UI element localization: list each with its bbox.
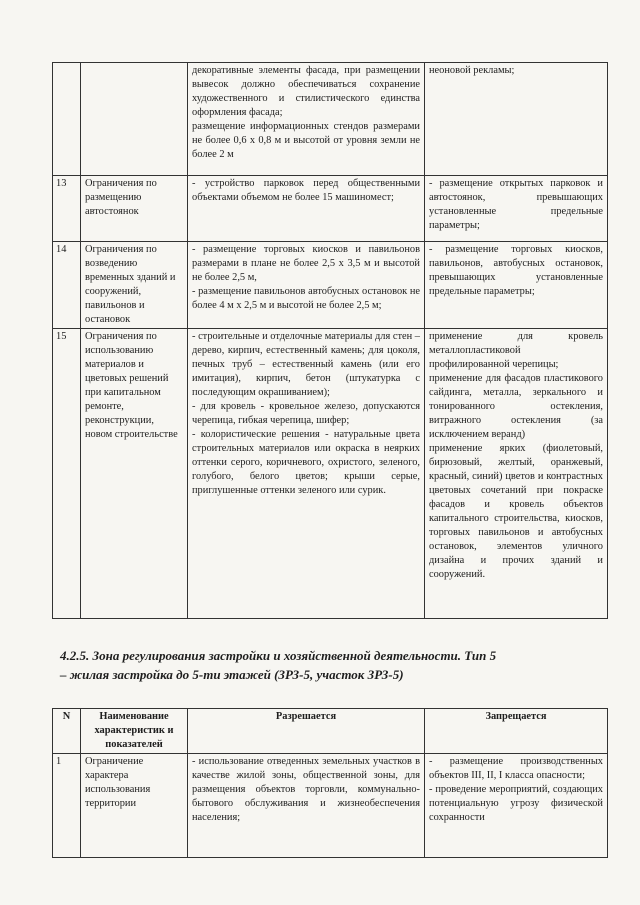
table-row [53, 176, 608, 242]
zone-regulations-table [52, 708, 608, 858]
forbidden-cell: - размещение производственных объектов III, II, I класса опасности; - проведение мероприятий, создающих потенциальную угрозу физической сохранности [425, 754, 608, 858]
allowed-cell: - строительные и отделочные материалы для стен – дерево, кирпич, естественный камень; для цоколя, печных труб – естественный камень (или его имитация), кирпич, бетон (штукатурка с последующим окрашиванием); - для кровель - кровельное железо, допускаются черепица, гибкая черепица, шифер; - колористические решения - натуральные цвета строительных материалов или окраска в неярких оттенки серого, коричневого, охристого, зеленого, голубого, белого цветов; крыши серые, приглушенные оттенки зеленого или сурик. [188, 329, 425, 619]
header-num: N [53, 709, 81, 754]
row-number [53, 63, 81, 176]
table-row [53, 329, 608, 619]
forbidden-cell: неоновой рекламы; [425, 63, 608, 176]
characteristic-name: Ограничения по использованию материалов и цветовых решений при капитальном ремонте, реконструкции, новом строительстве [81, 329, 188, 619]
row-number: 15 [53, 329, 81, 619]
section-heading-line2: – жилая застройка до 5-ти этажей (ЗРЗ-5, участок ЗРЗ-5) [60, 667, 404, 682]
characteristic-name: Ограничения по возведению временных зданий и сооружений, павильонов и остановок [81, 242, 188, 329]
section-heading-line1: 4.2.5. Зона регулирования застройки и хозяйственной деятельности. Тип 5 [60, 648, 497, 663]
forbidden-cell: - размещение открытых парковок и автостоянок, превышающих установленные предельные параметры; [425, 176, 608, 242]
table-row [53, 754, 608, 858]
allowed-cell: декоративные элементы фасада, при размещении вывесок должно обеспечиваться сохранение художественного и стилистического единства оформления фасада; размещение информационных стендов размерами не более 0,6 х 0,8 м и высотой от уровня земли не более 2 м [188, 63, 425, 176]
row-number: 13 [53, 176, 81, 242]
row-number: 14 [53, 242, 81, 329]
characteristic-name [81, 63, 188, 176]
header-forbidden: Запрещается [425, 709, 608, 754]
allowed-cell: - использование отведенных земельных участков в качестве жилой зоны, общественной зоны, для размещения объектов торговли, коммунально-бытового обслуживания и жизнеобеспечения населения; [188, 754, 425, 858]
section-heading [60, 646, 615, 684]
allowed-cell: - размещение торговых киосков и павильонов размерами в плане не более 2,5 х 3,5 м и высотой не более 2,5 м, - размещение павильонов автобусных остановок не более 4 м х 2,5 м и высотой не более 2,5 м; [188, 242, 425, 329]
characteristic-name: Ограничение характера использования территории [81, 754, 188, 858]
restrictions-table-continued [52, 62, 608, 619]
table-header-row [53, 709, 608, 754]
forbidden-cell: - размещение торговых киосков, павильонов, автобусных остановок, превышающих установленные предельные параметры; [425, 242, 608, 329]
table-row [53, 242, 608, 329]
row-number: 1 [53, 754, 81, 858]
header-name: Наименование характеристик и показателей [81, 709, 188, 754]
table-row [53, 63, 608, 176]
characteristic-name: Ограничения по размещению автостоянок [81, 176, 188, 242]
header-allowed: Разрешается [188, 709, 425, 754]
forbidden-cell: применение для кровель металлопластиковой профилированной черепицы; применение для фасадов пластикового сайдинга, металла, зеркального и тонированного остекления, витражного остекления (за исключением веранд) применение ярких (фиолетовый, бирюзовый, желтый, оранжевый, красный, синий) цветов и контрастных цветовых сочетаний при покраске фасадов и кровель объектов капитального строительства, киосков, торговых павильонов и автобусных остановок, элементов уличного дизайна и прочих зданий и сооружений. [425, 329, 608, 619]
allowed-cell: - устройство парковок перед общественными объектами объемом не более 15 машиномест; [188, 176, 425, 242]
